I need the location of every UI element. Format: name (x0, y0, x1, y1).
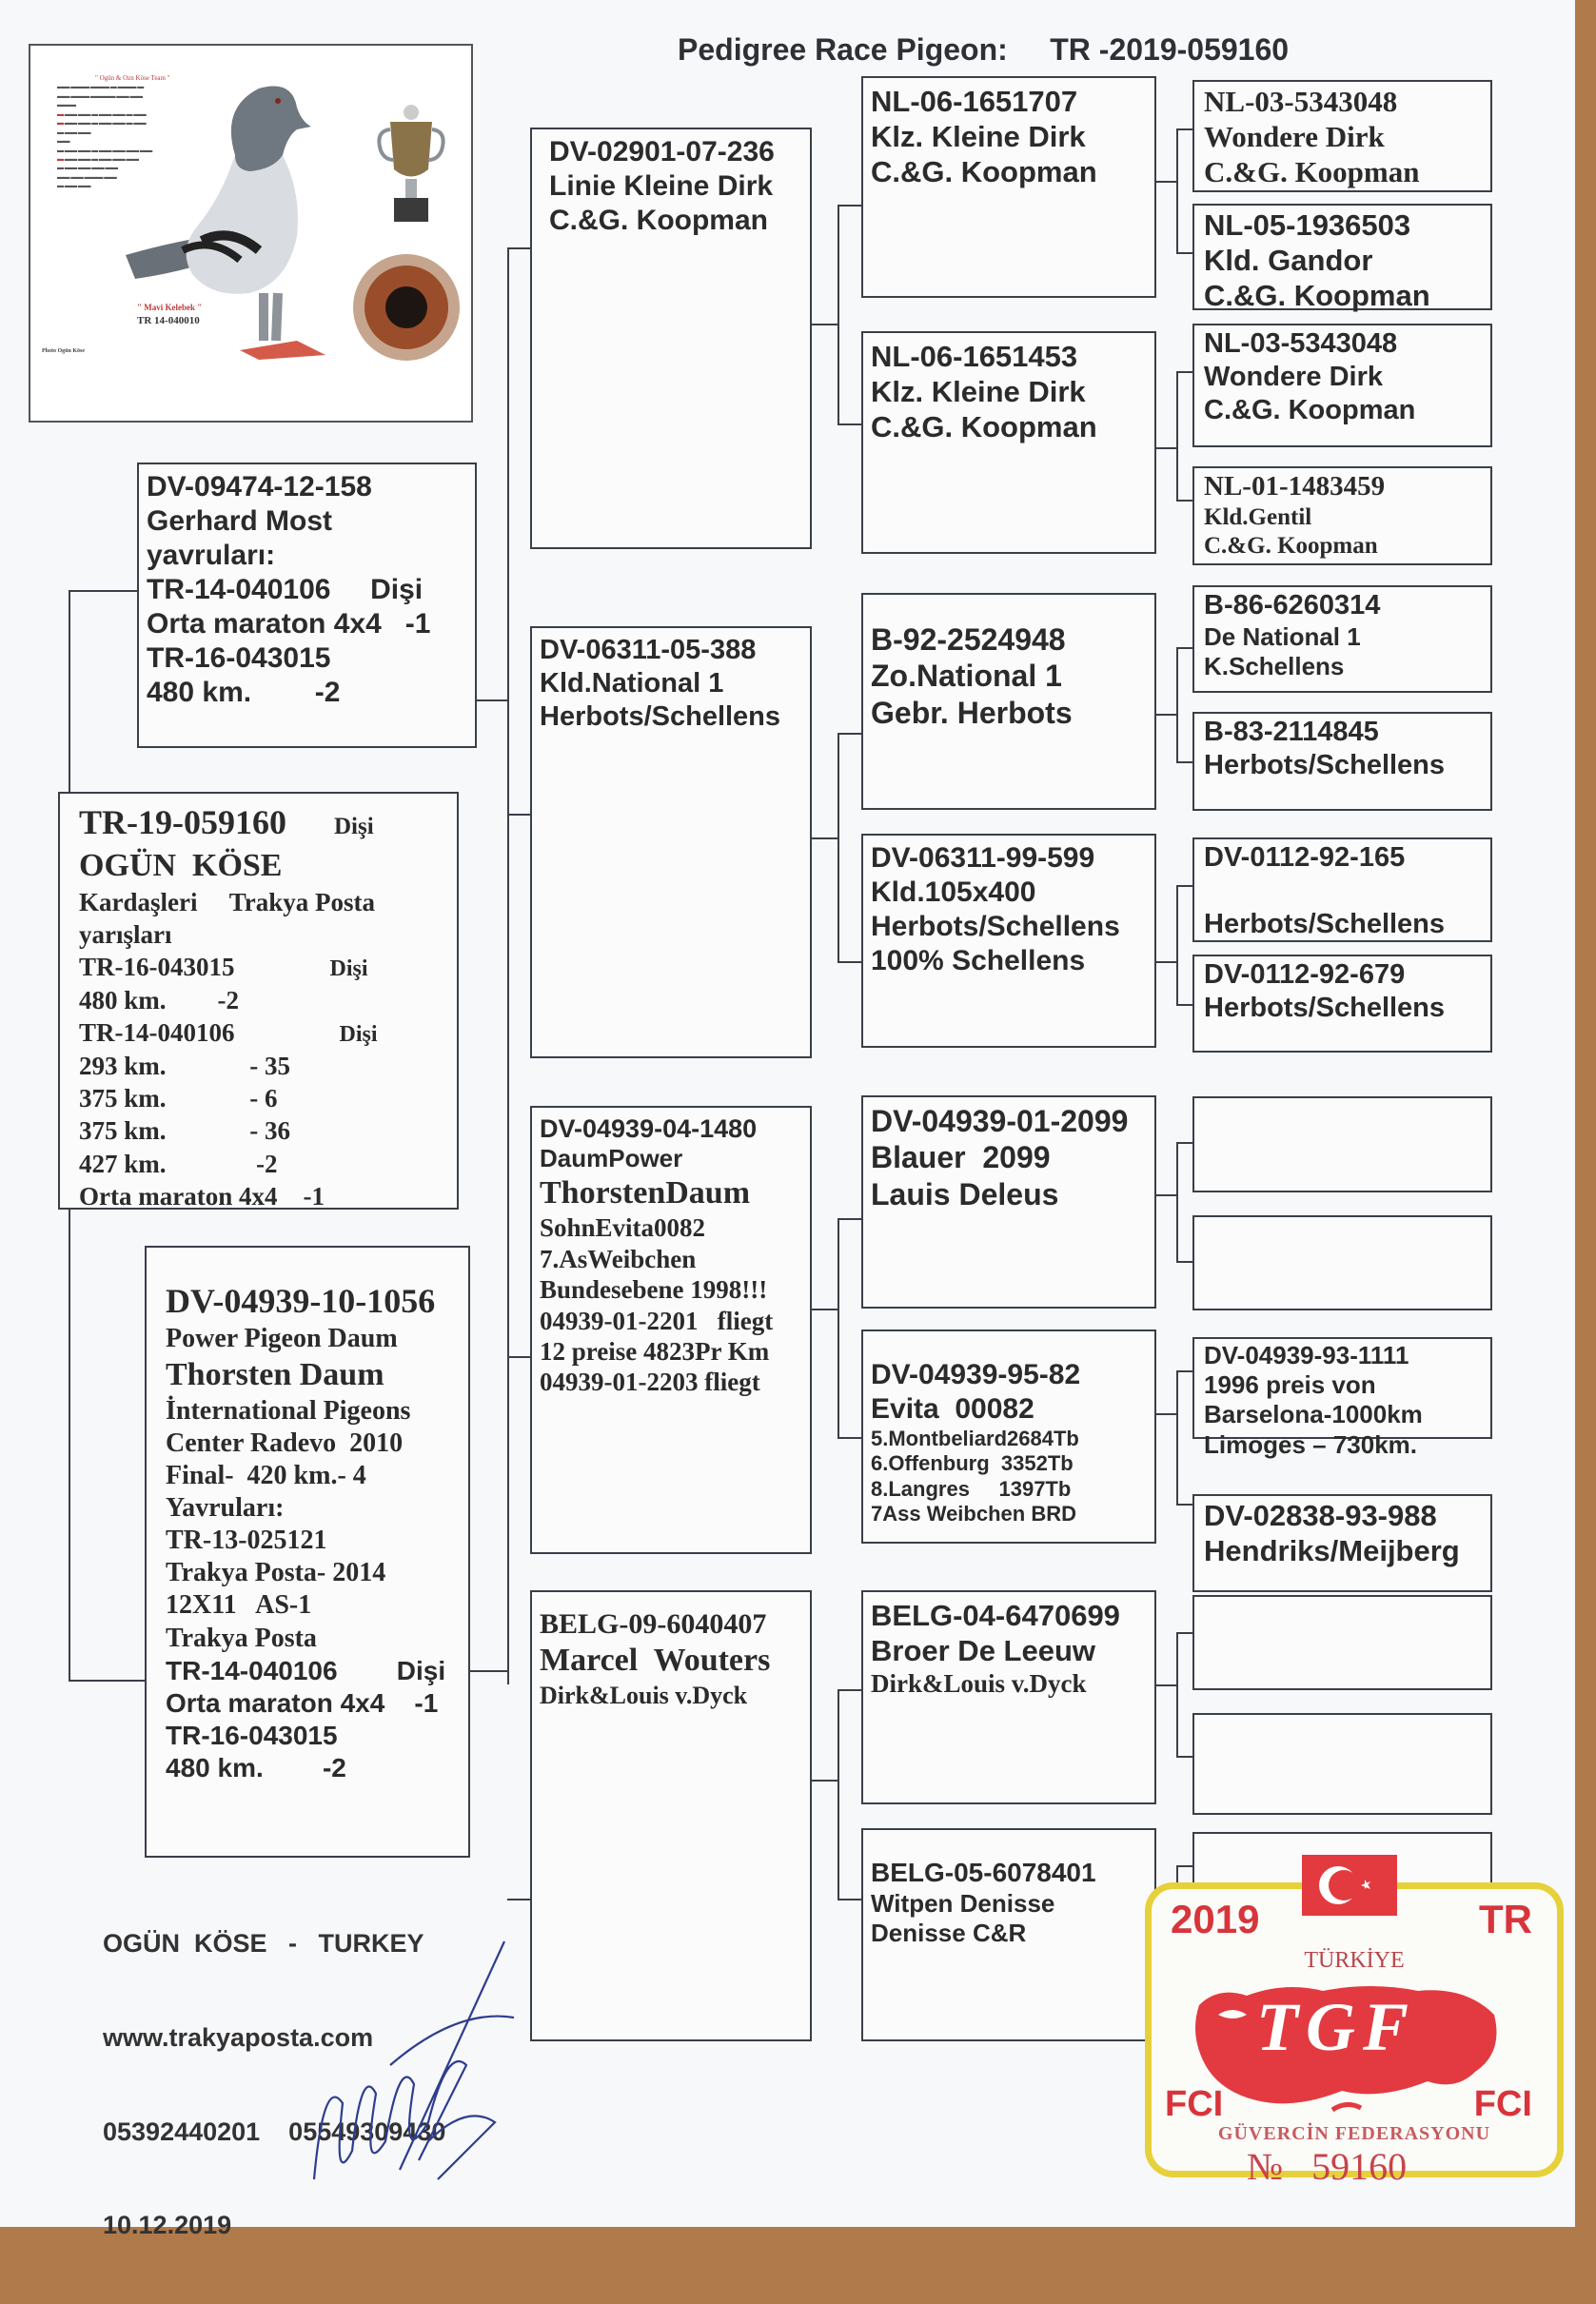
photo-notes-blurred: ▬▬ ▬▬▬ ▬▬▬ ▬ ▬▬▬ ▬ ▬▬ ▬▬▬ ▬▬▬▬ ▬▬ ▬▬ ▬▬▬ ▬ ▬▬ ▬▬ ▬ ▬▬ ▬▬ ▬ ▬▬ ▬ ▬▬ ▬▬ ▬ ▬▬ ▬▬ ▬ ▬▬ ▬ ▬▬ ▬▬ ▬▬ ▬ ▬▬ ▬▬ ▬ ▬▬ ▬▬ ▬▬ ▬▬ ▬ ▬▬ ▬▬ ▬ ▬▬ ▬▬ ▬▬ ▬ ▬▬ ▬▬ ▬▬ ▬▬ ▬▬ ▬▬ ▬▬▬ ▬▬ ▬ ▬▬ ▬▬ (57, 83, 152, 190)
gen2-ancestor-box[interactable] (861, 1828, 1156, 2041)
connector-line (1176, 885, 1178, 1004)
connector-line (1176, 1370, 1192, 1372)
gen3-ancestor-box[interactable] (1192, 955, 1492, 1053)
ancestor-detail: Witpen Denisse (871, 1888, 1055, 1918)
sex-label: Dişi (329, 956, 368, 982)
gen3-ancestor-box[interactable] (1192, 1215, 1492, 1310)
connector-line (1176, 1370, 1178, 1504)
sibling-ring: DV-09474-12-158 (147, 471, 372, 502)
connector-line (837, 733, 861, 735)
connector-line (1156, 1413, 1176, 1415)
connector-line (812, 324, 837, 325)
father-breeder: Thorsten Daum (166, 1357, 384, 1393)
ancestor-ring-number: BELG-09-6040407 (540, 1608, 767, 1640)
gen3-ancestor-box[interactable] (1192, 1494, 1492, 1592)
subject-line: TR-16-043015 (79, 953, 235, 982)
subject-row (79, 1016, 438, 1049)
subject-line: TR-14-040106 (79, 1018, 235, 1048)
connector-line (837, 1218, 839, 1437)
gen3-ancestor-box[interactable] (1192, 1337, 1492, 1459)
ancestor-ring-number: DV-0112-92-679 (1204, 959, 1406, 990)
gen2-ancestor-box[interactable] (861, 834, 1156, 1048)
stamp-fci-left: FCI (1165, 2084, 1224, 2124)
connector-line (1176, 1632, 1178, 1756)
ancestor-detail: Dirk&Louis v.Dyck (540, 1681, 748, 1709)
ancestor-ring-number: DV-06311-05-388 (540, 635, 757, 665)
ancestor-detail: Herbots/Schellens (1204, 908, 1446, 939)
sibling-line: TR-14-040106 Dişi (147, 574, 424, 605)
connector-line (837, 1689, 839, 1899)
subject-line: 375 km. - 6 (79, 1083, 278, 1113)
father-line: TR-13-025121 (166, 1526, 327, 1556)
ancestor-detail: Hendriks/Meijberg (1204, 1534, 1460, 1568)
connector-line (837, 1218, 861, 1220)
father-line: Orta maraton 4x4 -1 (166, 1687, 439, 1718)
owner-phones: 05392440201 05549309430 (103, 2117, 446, 2146)
gen1-ancestor-box[interactable] (530, 1106, 812, 1554)
subject-ring: TR-19-059160 (79, 803, 286, 841)
ancestor-ring-number: NL-06-1651707 (871, 85, 1078, 118)
father-line: Yavruları: (166, 1493, 285, 1523)
ancestor-ring-number: B-83-2114845 (1204, 717, 1379, 747)
gen3-ancestor-box[interactable] (1192, 1713, 1492, 1815)
connector-line (1176, 647, 1178, 761)
ancestor-detail: Lauis Deleus (871, 1176, 1059, 1211)
ancestor-detail: Dirk&Louis v.Dyck (871, 1669, 1087, 1699)
connector-line (812, 1309, 837, 1310)
connector-line (837, 1899, 861, 1900)
sex-label: Dişi (339, 1022, 378, 1048)
ancestor-ring-number: NL-06-1651453 (871, 340, 1078, 373)
ancestor-detail: 100% Schellens (871, 945, 1086, 976)
gen3-ancestor-box[interactable] (1192, 1595, 1492, 1690)
subject-row (79, 951, 438, 983)
gen2-ancestor-box[interactable] (861, 331, 1156, 554)
ancestor-detail: Limoges – 730km. (1204, 1429, 1417, 1459)
sibling-line: 480 km. -2 (147, 677, 341, 708)
connector-line (1176, 128, 1192, 130)
ancestor-detail: De National 1 (1204, 621, 1361, 651)
photo-caption-ring: TR 14-040010 (137, 315, 200, 326)
father-line: 480 km. -2 (166, 1753, 346, 1783)
connector-line (837, 1689, 861, 1691)
connector-line (1176, 1865, 1192, 1867)
pigeon-photo-card (29, 44, 473, 423)
ancestor-ring-number: DV-0112-92-165 (1204, 842, 1406, 873)
connector-line (507, 247, 509, 1684)
ancestor-detail: C.&G. Koopman (1204, 279, 1430, 313)
photo-notes-title: " Ogün & Ozn Köse Team " (95, 74, 170, 82)
owner-name: OGÜN KÖSE - TURKEY (103, 1928, 424, 1958)
ancestor-ring-number: BELG-05-6078401 (871, 1858, 1096, 1887)
turkey-flag-icon (1302, 1855, 1397, 1916)
owner-website[interactable]: www.trakyaposta.com (103, 2022, 374, 2052)
sibling-line: yavruları: (147, 540, 276, 571)
ancestor-detail: Kld.National 1 (540, 667, 724, 699)
connector-line (507, 247, 530, 249)
ancestor-ring-number: NL-01-1483459 (1204, 471, 1386, 502)
gen3-ancestor-box[interactable] (1192, 466, 1492, 565)
ancestor-detail: Marcel Wouters (540, 1643, 771, 1678)
gen2-ancestor-box[interactable] (861, 593, 1156, 810)
connector-line (1176, 647, 1192, 649)
stamp-number-prefix: № (1247, 2145, 1284, 2188)
father-line: Final- 420 km.- 4 (166, 1460, 366, 1490)
connector-line (837, 733, 839, 961)
ancestor-detail: Herbots/Schellens (1204, 992, 1446, 1023)
stamp-fci-right: FCI (1473, 2084, 1532, 2124)
connector-line (1176, 500, 1192, 502)
connector-line (1156, 181, 1176, 183)
photo-credit: Photo Ogün Köse (42, 348, 86, 354)
document-date: 10.12.2019 (103, 2211, 232, 2240)
connector-line (477, 699, 507, 701)
connector-line (1176, 252, 1192, 254)
ancestor-detail: 7.AsWeibchen (540, 1244, 697, 1273)
ancestor-detail: 6.Offenburg 3352Tb (871, 1451, 1074, 1476)
ancestor-detail: C.&G. Koopman (1204, 532, 1378, 559)
ancestor-detail: K.Schellens (1204, 651, 1345, 680)
ancestor-detail: Broer De Leeuw (871, 1634, 1096, 1668)
connector-line (1156, 714, 1176, 716)
connector-line (1176, 371, 1178, 500)
subject-line: 480 km. -2 (79, 985, 239, 1014)
gen3-ancestor-box[interactable] (1192, 1096, 1492, 1192)
ancestor-detail: C.&G. Koopman (1204, 155, 1420, 189)
trophy-icon (373, 103, 449, 226)
father-line: Trakya Posta- 2014 (166, 1558, 386, 1588)
father-line: İnternational Pigeons (166, 1395, 411, 1426)
ancestor-ring-number: NL-05-1936503 (1204, 208, 1411, 242)
ancestor-detail: 8.Langres 1397Tb (871, 1476, 1072, 1501)
ancestor-ring-number: DV-02838-93-988 (1204, 1499, 1437, 1532)
ancestor-detail: C.&G. Koopman (549, 205, 768, 236)
ancestor-detail: Blauer 2099 (871, 1140, 1051, 1175)
connector-line (837, 1437, 861, 1439)
father-line: TR-14-040106 Dişi (166, 1655, 446, 1685)
gen2-ancestor-box[interactable] (861, 1095, 1156, 1309)
tgf-stamp (1145, 1882, 1564, 2188)
ancestor-detail: Klz. Kleine Dirk (871, 375, 1086, 409)
ancestor-ring-number: DV-04939-95-82 (871, 1359, 1081, 1390)
ancestor-detail: Gebr. Herbots (871, 695, 1073, 730)
gen1-ancestor-box[interactable] (530, 626, 812, 1058)
stamp-number-value: 59160 (1311, 2145, 1408, 2188)
stamp-country-code: TR (1479, 1897, 1532, 1941)
ancestor-detail: Denisse C&R (871, 1918, 1027, 1947)
connector-line (1176, 1142, 1192, 1144)
connector-line (1176, 1261, 1192, 1263)
ancestor-detail: Zo.National 1 (871, 659, 1062, 694)
subject-line: Orta maraton 4x4 -1 (79, 1181, 325, 1211)
ancestor-detail: 7Ass Weibchen BRD (871, 1502, 1076, 1526)
father-box[interactable] (145, 1246, 470, 1858)
ancestor-detail: Kld.105x400 (871, 876, 1036, 908)
stamp-federation: GÜVERCİN FEDERASYONU (1217, 2123, 1491, 2144)
connector-line (837, 205, 839, 423)
ancestor-detail: 5.Montbeliard2684Tb (871, 1427, 1079, 1450)
ancestor-detail: C.&G. Koopman (871, 155, 1097, 189)
connector-line (837, 205, 861, 207)
connector-line (1176, 1004, 1192, 1006)
father-line: Center Radevo 2010 (166, 1428, 404, 1458)
ancestor-detail: ThorstenDaum (540, 1174, 751, 1211)
sibling-name: Gerhard Most (147, 505, 333, 537)
ancestor-detail: Wondere Dirk (1204, 361, 1384, 392)
ancestor-detail: DaumPower (540, 1144, 683, 1173)
stamp-year: 2019 (1171, 1897, 1260, 1941)
connector-line (1176, 1504, 1192, 1506)
connector-line (1176, 1632, 1192, 1634)
connector-line (812, 1780, 837, 1782)
sibling-line: Orta maraton 4x4 -1 (147, 608, 431, 640)
ancestor-detail: Bundesebene 1998!!! (540, 1275, 768, 1305)
ancestor-ring-number: DV-06311-99-599 (871, 842, 1095, 874)
connector-line (507, 1356, 530, 1358)
sex-label: Dişi (334, 814, 374, 839)
photo-caption-name: " Mavi Kelebek " (137, 303, 203, 312)
ancestor-detail: Herbots/Schellens (1204, 749, 1446, 780)
ancestor-detail: 12 preise 4823Pr Km (540, 1336, 770, 1366)
connector-line (507, 814, 530, 816)
ancestor-detail: C.&G. Koopman (871, 410, 1097, 444)
connector-line (812, 837, 837, 839)
ancestor-detail: Evita 00082 (871, 1393, 1034, 1425)
gen2-ancestor-box[interactable] (861, 1590, 1156, 1804)
ancestor-detail: Herbots/Schellens (540, 700, 781, 732)
stamp-number (1247, 2144, 1407, 2189)
ancestor-ring-number: BELG-04-6470699 (871, 1599, 1120, 1632)
connector-line (1176, 1756, 1192, 1758)
father-line: Trakya Posta (166, 1623, 317, 1653)
gen1-ancestor-box[interactable] (530, 128, 812, 549)
ancestor-ring-number: DV-04939-93-1111 (1204, 1341, 1409, 1369)
father-line: TR-16-043015 (166, 1721, 338, 1751)
connector-line (507, 1899, 530, 1900)
father-line: 12X11 AS-1 (166, 1590, 312, 1621)
ancestor-detail: Klz. Kleine Dirk (871, 120, 1086, 154)
subject-line: 375 km. - 36 (79, 1116, 290, 1146)
gen2-ancestor-box[interactable] (861, 76, 1156, 298)
father-ring: DV-04939-10-1056 (166, 1282, 436, 1320)
ancestor-detail: Kld. Gandor (1204, 244, 1373, 278)
stamp-logo: TGF (1256, 1989, 1416, 2065)
gen3-ancestor-box[interactable] (1192, 204, 1492, 313)
subject-ring-row (79, 801, 438, 845)
connector-line (837, 423, 861, 425)
gen3-ancestor-box[interactable] (1192, 837, 1492, 942)
ancestor-detail: C.&G. Koopman (1204, 394, 1416, 425)
gen1-ancestor-box[interactable] (530, 1590, 812, 2041)
subject-owner: OGÜN KÖSE (79, 847, 283, 883)
connector-line (1156, 1684, 1176, 1686)
ancestor-detail: SohnEvita0082 (540, 1213, 706, 1243)
ancestor-detail (1204, 875, 1481, 908)
title-ring-number: TR -2019-059160 (1050, 32, 1290, 67)
ancestor-ring-number: B-86-6260314 (1204, 590, 1381, 620)
ancestor-detail: Kld.Gentil (1204, 503, 1312, 530)
gen3-ancestor-box[interactable] (1192, 712, 1492, 811)
ancestor-detail: Barselona-1000km (1204, 1400, 1423, 1429)
sibling-box[interactable] (137, 463, 477, 748)
connector-line (1156, 447, 1176, 449)
connector-line (1156, 1194, 1176, 1196)
gen3-ancestor-box[interactable] (1192, 585, 1492, 693)
gen2-ancestor-box[interactable] (861, 1329, 1156, 1544)
ancestor-detail: 1996 preis von (1204, 1370, 1376, 1400)
connector-line (1176, 885, 1192, 887)
page-title (678, 32, 1289, 68)
eye-image (349, 250, 463, 364)
gen3-ancestor-box[interactable] (1192, 80, 1492, 192)
ancestor-ring-number: NL-03-5343048 (1204, 85, 1398, 118)
connector-line (1156, 961, 1176, 963)
ancestor-ring-number: B-92-2524948 (871, 622, 1066, 657)
sibling-line: TR-16-043015 (147, 642, 331, 674)
ancestor-detail: 04939-01-2201 fliegt (540, 1306, 774, 1335)
ancestor-ring-number: DV-02901-07-236 (549, 136, 775, 167)
connector-line (69, 1680, 145, 1682)
title-label: Pedigree Race Pigeon: (678, 32, 1008, 67)
connector-line (69, 590, 137, 592)
connector-line (1176, 371, 1192, 373)
connector-line (1176, 128, 1178, 252)
subject-line: 293 km. - 35 (79, 1051, 290, 1080)
ancestor-ring-number: DV-04939-04-1480 (540, 1114, 758, 1143)
connector-line (1176, 761, 1192, 763)
stamp-country: TÜRKİYE (1304, 1948, 1405, 1973)
connector-line (1176, 1142, 1178, 1261)
ancestor-ring-number: NL-03-5343048 (1204, 328, 1398, 359)
subject-line: Kardaşleri Trakya Posta (79, 887, 375, 916)
ancestor-detail: 04939-01-2203 fliegt (540, 1368, 760, 1397)
ancestor-ring-number: DV-04939-01-2099 (871, 1104, 1129, 1138)
ancestor-detail: Wondere Dirk (1204, 120, 1385, 154)
subject-line: 427 km. -2 (79, 1149, 278, 1178)
subject-line: yarışları (79, 920, 172, 950)
gen3-ancestor-box[interactable] (1192, 324, 1492, 447)
ancestor-detail: Herbots/Schellens (871, 911, 1120, 942)
ancestor-detail: Linie Kleine Dirk (549, 170, 774, 202)
connector-line (837, 961, 861, 963)
signature (305, 1932, 533, 2208)
connector-line (470, 1670, 507, 1672)
father-line: Power Pigeon Daum (166, 1323, 398, 1353)
subject-box[interactable] (58, 792, 459, 1210)
